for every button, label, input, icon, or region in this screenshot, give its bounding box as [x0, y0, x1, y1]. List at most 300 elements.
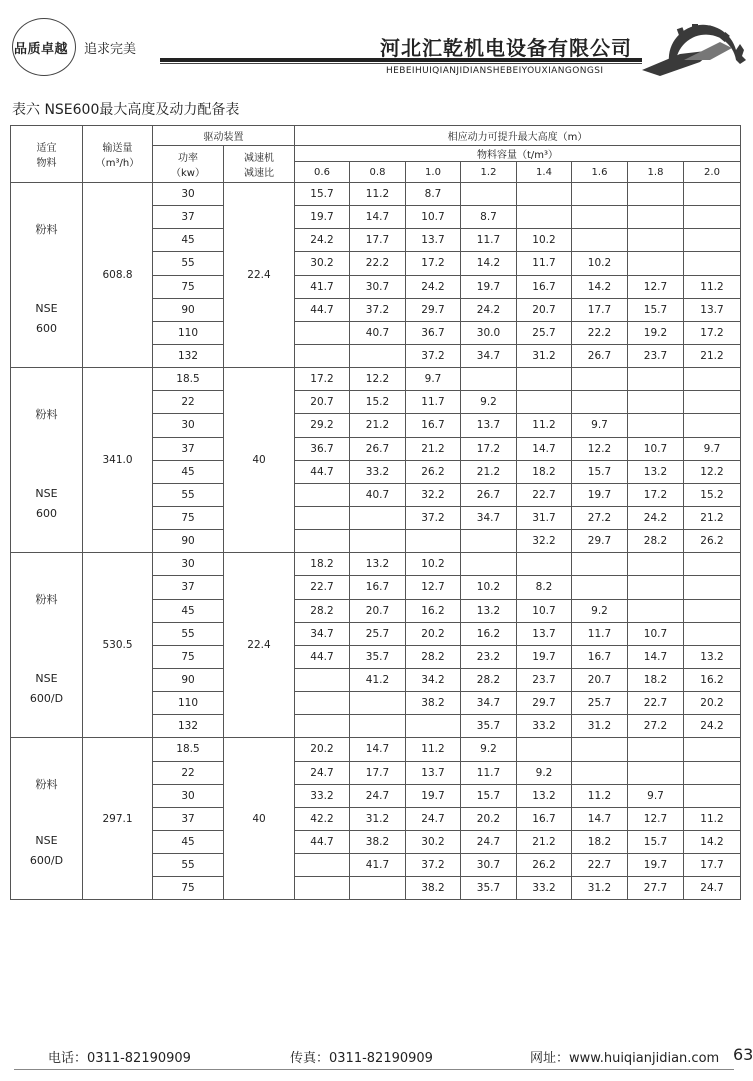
height-cell: 11.7	[572, 622, 628, 645]
power-cell: 132	[153, 344, 224, 367]
header-drive: 驱动装置	[153, 126, 295, 146]
height-cell: 9.7	[406, 368, 461, 391]
height-cell: 8.7	[461, 206, 517, 229]
height-cell	[684, 622, 741, 645]
material-type: 粉料	[35, 408, 58, 422]
height-cell	[628, 368, 684, 391]
power-cell: 30	[153, 553, 224, 576]
height-power-table	[10, 125, 741, 900]
height-cell	[517, 738, 572, 761]
height-cell: 26.2	[406, 460, 461, 483]
height-cell: 16.7	[517, 275, 572, 298]
height-cell: 19.7	[628, 854, 684, 877]
height-cell	[628, 599, 684, 622]
height-cell	[684, 229, 741, 252]
table-row	[11, 183, 741, 206]
height-cell	[684, 576, 741, 599]
height-cell	[628, 206, 684, 229]
power-cell: 37	[153, 437, 224, 460]
model-name: NSE 600	[35, 487, 58, 521]
height-cell	[684, 784, 741, 807]
height-cell: 24.7	[406, 807, 461, 830]
capacity-header: 1.6	[572, 162, 628, 183]
height-cell	[628, 761, 684, 784]
header-capacity: 物料容量（t/m³）	[295, 146, 741, 162]
height-cell: 31.7	[517, 506, 572, 529]
height-cell	[517, 206, 572, 229]
height-cell: 37.2	[350, 298, 406, 321]
power-cell: 90	[153, 298, 224, 321]
height-cell: 17.2	[461, 437, 517, 460]
height-cell	[684, 252, 741, 275]
height-cell	[295, 692, 350, 715]
slogan-quality: 品质卓越	[14, 42, 69, 57]
height-cell: 9.2	[517, 761, 572, 784]
throughput-cell: 297.1	[83, 738, 153, 900]
material-type: 粉料	[35, 593, 58, 607]
height-cell	[628, 391, 684, 414]
power-cell: 30	[153, 784, 224, 807]
height-cell: 8.2	[517, 576, 572, 599]
height-cell: 24.7	[350, 784, 406, 807]
height-cell: 23.2	[461, 645, 517, 668]
height-cell	[628, 576, 684, 599]
power-cell: 45	[153, 830, 224, 853]
height-cell: 15.7	[295, 183, 350, 206]
material-type: 粉料	[35, 223, 58, 236]
height-cell: 18.2	[517, 460, 572, 483]
height-cell	[572, 183, 628, 206]
power-cell: 18.5	[153, 368, 224, 391]
height-cell: 24.7	[684, 877, 741, 900]
height-cell	[684, 368, 741, 391]
height-cell: 22.7	[517, 483, 572, 506]
height-cell: 11.2	[684, 275, 741, 298]
reducer-ratio-cell: 22.4	[224, 553, 295, 738]
height-cell: 12.2	[572, 437, 628, 460]
header-material: 适宜 物料	[11, 126, 83, 183]
height-cell	[461, 530, 517, 553]
height-cell: 23.7	[517, 668, 572, 691]
footer-website: 网址：www.huiqianjidian.com	[530, 1051, 720, 1066]
height-cell: 27.2	[628, 715, 684, 738]
height-cell	[517, 183, 572, 206]
height-cell: 11.7	[517, 252, 572, 275]
page-number: 63	[733, 1045, 753, 1064]
header-power: 功率 （kw）	[153, 146, 224, 183]
height-cell: 24.7	[295, 761, 350, 784]
height-cell	[572, 391, 628, 414]
height-cell	[406, 530, 461, 553]
height-cell: 29.7	[517, 692, 572, 715]
height-cell: 40.7	[350, 483, 406, 506]
height-cell: 11.2	[684, 807, 741, 830]
height-cell: 15.7	[628, 298, 684, 321]
height-cell: 24.7	[461, 830, 517, 853]
height-cell: 35.7	[461, 877, 517, 900]
height-cell: 14.7	[350, 206, 406, 229]
capacity-header: 1.4	[517, 162, 572, 183]
material-type: 粉料	[35, 778, 58, 792]
height-cell: 44.7	[295, 460, 350, 483]
height-cell	[295, 877, 350, 900]
height-cell	[461, 368, 517, 391]
height-cell	[461, 183, 517, 206]
height-cell	[628, 183, 684, 206]
height-cell: 15.7	[628, 830, 684, 853]
height-cell: 19.7	[461, 275, 517, 298]
height-cell	[295, 321, 350, 344]
height-cell	[295, 483, 350, 506]
height-cell: 26.7	[350, 437, 406, 460]
height-cell: 26.2	[517, 854, 572, 877]
height-cell	[684, 206, 741, 229]
height-cell: 16.7	[572, 645, 628, 668]
height-cell: 11.2	[406, 738, 461, 761]
header-reducer: 减速机 减速比	[224, 146, 295, 183]
height-cell: 41.7	[350, 854, 406, 877]
height-cell: 32.2	[517, 530, 572, 553]
height-cell: 33.2	[295, 784, 350, 807]
power-cell: 90	[153, 530, 224, 553]
material-cell	[11, 738, 83, 900]
height-cell: 29.7	[406, 298, 461, 321]
height-cell: 18.2	[295, 553, 350, 576]
capacity-header: 1.0	[406, 162, 461, 183]
height-cell	[684, 391, 741, 414]
height-cell: 12.7	[406, 576, 461, 599]
height-cell: 38.2	[406, 877, 461, 900]
height-cell: 16.2	[406, 599, 461, 622]
height-cell: 21.2	[684, 344, 741, 367]
page-footer	[0, 1043, 753, 1081]
height-cell: 10.2	[572, 252, 628, 275]
height-cell: 37.2	[406, 344, 461, 367]
height-cell: 12.2	[684, 460, 741, 483]
height-cell: 15.2	[684, 483, 741, 506]
height-cell	[406, 715, 461, 738]
height-cell: 18.2	[628, 668, 684, 691]
height-cell	[684, 599, 741, 622]
material-cell	[11, 368, 83, 553]
power-cell: 75	[153, 645, 224, 668]
height-cell: 16.7	[350, 576, 406, 599]
power-cell: 132	[153, 715, 224, 738]
header-rule-thin	[160, 63, 642, 64]
height-cell	[628, 414, 684, 437]
height-cell: 14.2	[572, 275, 628, 298]
height-cell: 13.2	[517, 784, 572, 807]
capacity-header: 1.2	[461, 162, 517, 183]
power-cell: 55	[153, 252, 224, 275]
height-cell: 11.2	[350, 183, 406, 206]
height-cell: 14.2	[461, 252, 517, 275]
power-cell: 110	[153, 321, 224, 344]
height-cell: 17.2	[684, 321, 741, 344]
height-cell: 8.7	[406, 183, 461, 206]
height-cell: 20.2	[406, 622, 461, 645]
height-cell	[295, 668, 350, 691]
height-cell: 10.7	[406, 206, 461, 229]
power-cell: 30	[153, 414, 224, 437]
height-cell: 15.7	[461, 784, 517, 807]
height-cell: 27.2	[572, 506, 628, 529]
company-name-pinyin: HEBEIHUIQIANJIDIANSHEBEIYOUXIANGONGSI	[386, 66, 604, 76]
height-cell	[628, 738, 684, 761]
height-cell: 11.7	[461, 761, 517, 784]
height-cell: 16.2	[461, 622, 517, 645]
height-cell: 44.7	[295, 645, 350, 668]
height-cell	[572, 761, 628, 784]
footer-rule	[14, 1069, 734, 1070]
height-cell: 22.7	[628, 692, 684, 715]
height-cell: 37.2	[406, 854, 461, 877]
power-cell: 55	[153, 622, 224, 645]
capacity-header: 0.6	[295, 162, 350, 183]
height-cell: 19.7	[517, 645, 572, 668]
height-cell: 36.7	[406, 321, 461, 344]
height-cell: 36.7	[295, 437, 350, 460]
height-cell: 10.2	[461, 576, 517, 599]
height-cell	[684, 553, 741, 576]
height-cell	[350, 877, 406, 900]
height-cell	[572, 206, 628, 229]
power-cell: 110	[153, 692, 224, 715]
height-cell: 23.7	[628, 344, 684, 367]
power-cell: 55	[153, 854, 224, 877]
height-cell: 38.2	[350, 830, 406, 853]
height-cell	[295, 506, 350, 529]
table-header	[11, 126, 741, 183]
model-name: NSE 600	[35, 302, 58, 336]
height-cell: 21.2	[406, 437, 461, 460]
height-cell: 25.7	[572, 692, 628, 715]
height-cell: 19.7	[572, 483, 628, 506]
height-cell	[517, 391, 572, 414]
height-cell: 9.2	[572, 599, 628, 622]
height-cell: 13.7	[517, 622, 572, 645]
height-cell: 31.2	[350, 807, 406, 830]
height-cell: 10.7	[628, 437, 684, 460]
gear-logo-icon	[640, 20, 748, 80]
height-cell: 14.7	[517, 437, 572, 460]
table-row	[11, 368, 741, 391]
height-cell: 14.7	[572, 807, 628, 830]
height-cell	[350, 530, 406, 553]
height-cell	[684, 414, 741, 437]
height-cell: 44.7	[295, 298, 350, 321]
height-cell: 19.2	[628, 321, 684, 344]
power-cell: 45	[153, 599, 224, 622]
height-cell	[461, 553, 517, 576]
height-cell: 13.2	[628, 460, 684, 483]
height-cell	[517, 368, 572, 391]
height-cell: 22.7	[572, 854, 628, 877]
height-cell: 25.7	[517, 321, 572, 344]
height-cell: 33.2	[517, 877, 572, 900]
height-cell: 31.2	[517, 344, 572, 367]
power-cell: 18.5	[153, 738, 224, 761]
height-cell: 16.7	[406, 414, 461, 437]
material-cell	[11, 183, 83, 368]
height-cell: 20.7	[572, 668, 628, 691]
model-name: NSE 600/D	[29, 834, 64, 868]
height-cell: 17.2	[295, 368, 350, 391]
height-cell: 17.2	[406, 252, 461, 275]
height-cell: 28.2	[295, 599, 350, 622]
height-cell: 19.7	[295, 206, 350, 229]
height-cell	[572, 229, 628, 252]
height-cell: 20.2	[295, 738, 350, 761]
table-caption: 表六 NSE600最大高度及动力配备表	[12, 102, 240, 118]
throughput-cell: 341.0	[83, 368, 153, 553]
height-cell: 10.7	[628, 622, 684, 645]
power-cell: 22	[153, 761, 224, 784]
height-cell: 34.7	[461, 506, 517, 529]
height-cell: 31.2	[572, 877, 628, 900]
height-cell	[628, 252, 684, 275]
power-cell: 37	[153, 206, 224, 229]
height-cell: 14.2	[684, 830, 741, 853]
height-cell: 14.7	[350, 738, 406, 761]
page-header	[0, 0, 750, 90]
height-cell: 24.2	[461, 298, 517, 321]
height-cell: 21.2	[517, 830, 572, 853]
power-cell: 75	[153, 506, 224, 529]
height-cell: 26.7	[572, 344, 628, 367]
height-cell: 13.7	[461, 414, 517, 437]
height-cell	[350, 692, 406, 715]
height-cell: 9.2	[461, 391, 517, 414]
height-cell: 34.7	[295, 622, 350, 645]
height-cell: 17.7	[684, 854, 741, 877]
height-cell: 21.2	[684, 506, 741, 529]
height-cell: 26.2	[684, 530, 741, 553]
height-cell: 29.7	[572, 530, 628, 553]
height-cell: 11.2	[517, 414, 572, 437]
height-cell: 13.2	[684, 645, 741, 668]
height-cell: 9.7	[572, 414, 628, 437]
height-cell: 17.7	[350, 761, 406, 784]
height-cell	[628, 229, 684, 252]
slogan-perfection: 追求完美	[84, 42, 137, 57]
height-cell	[295, 344, 350, 367]
height-cell: 24.2	[295, 229, 350, 252]
height-cell	[350, 715, 406, 738]
height-cell: 34.7	[461, 344, 517, 367]
power-cell: 22	[153, 391, 224, 414]
height-cell: 28.2	[461, 668, 517, 691]
height-cell: 21.2	[461, 460, 517, 483]
height-cell: 12.2	[350, 368, 406, 391]
height-cell: 9.7	[628, 784, 684, 807]
height-cell	[295, 530, 350, 553]
footer-phone: 电话：0311-82190909	[48, 1051, 191, 1066]
company-name: 河北汇乾机电设备有限公司	[380, 36, 632, 60]
height-cell: 35.7	[350, 645, 406, 668]
height-cell: 13.2	[461, 599, 517, 622]
height-cell	[295, 715, 350, 738]
height-cell: 30.0	[461, 321, 517, 344]
power-cell: 90	[153, 668, 224, 691]
power-cell: 37	[153, 576, 224, 599]
height-cell: 20.7	[295, 391, 350, 414]
height-cell	[572, 368, 628, 391]
throughput-cell: 608.8	[83, 183, 153, 368]
power-cell: 30	[153, 183, 224, 206]
height-cell: 13.7	[406, 229, 461, 252]
height-cell	[350, 506, 406, 529]
footer-fax: 传真：0311-82190909	[290, 1051, 433, 1066]
capacity-header: 2.0	[684, 162, 741, 183]
height-cell	[517, 553, 572, 576]
reducer-ratio-cell: 40	[224, 368, 295, 553]
height-cell	[684, 183, 741, 206]
model-name: NSE 600/D	[29, 672, 64, 706]
height-cell: 34.2	[406, 668, 461, 691]
power-cell: 55	[153, 483, 224, 506]
height-cell: 9.2	[461, 738, 517, 761]
height-cell: 22.2	[572, 321, 628, 344]
height-cell: 35.7	[461, 715, 517, 738]
height-cell: 27.7	[628, 877, 684, 900]
height-cell: 19.7	[406, 784, 461, 807]
height-cell: 38.2	[406, 692, 461, 715]
height-cell: 18.2	[572, 830, 628, 853]
height-cell: 20.7	[517, 298, 572, 321]
height-cell	[572, 553, 628, 576]
height-cell: 41.7	[295, 275, 350, 298]
height-cell: 30.2	[295, 252, 350, 275]
capacity-header: 1.8	[628, 162, 684, 183]
height-cell: 17.7	[350, 229, 406, 252]
material-cell	[11, 553, 83, 738]
height-cell: 30.7	[350, 275, 406, 298]
height-cell: 24.2	[628, 506, 684, 529]
height-cell: 16.7	[517, 807, 572, 830]
height-cell: 30.2	[406, 830, 461, 853]
height-cell: 17.2	[628, 483, 684, 506]
height-cell: 9.7	[684, 437, 741, 460]
height-cell: 13.7	[406, 761, 461, 784]
height-cell: 33.2	[517, 715, 572, 738]
height-cell: 22.2	[350, 252, 406, 275]
power-cell: 45	[153, 460, 224, 483]
height-cell	[628, 553, 684, 576]
power-cell: 75	[153, 877, 224, 900]
height-cell: 15.2	[350, 391, 406, 414]
table-row	[11, 738, 741, 761]
capacity-header: 0.8	[350, 162, 406, 183]
header-throughput: 输送量 （m³/h）	[83, 126, 153, 183]
height-cell: 11.7	[406, 391, 461, 414]
height-cell: 28.2	[406, 645, 461, 668]
header-max-height: 相应动力可提升最大高度（m）	[295, 126, 741, 146]
height-cell: 42.2	[295, 807, 350, 830]
height-cell: 12.7	[628, 807, 684, 830]
reducer-ratio-cell: 22.4	[224, 183, 295, 368]
height-cell: 10.2	[517, 229, 572, 252]
height-cell	[572, 576, 628, 599]
height-cell	[572, 738, 628, 761]
height-cell: 37.2	[406, 506, 461, 529]
height-cell: 13.7	[684, 298, 741, 321]
height-cell: 11.2	[572, 784, 628, 807]
height-cell: 11.7	[461, 229, 517, 252]
table-body	[11, 183, 741, 900]
height-cell: 21.2	[350, 414, 406, 437]
height-cell: 29.2	[295, 414, 350, 437]
